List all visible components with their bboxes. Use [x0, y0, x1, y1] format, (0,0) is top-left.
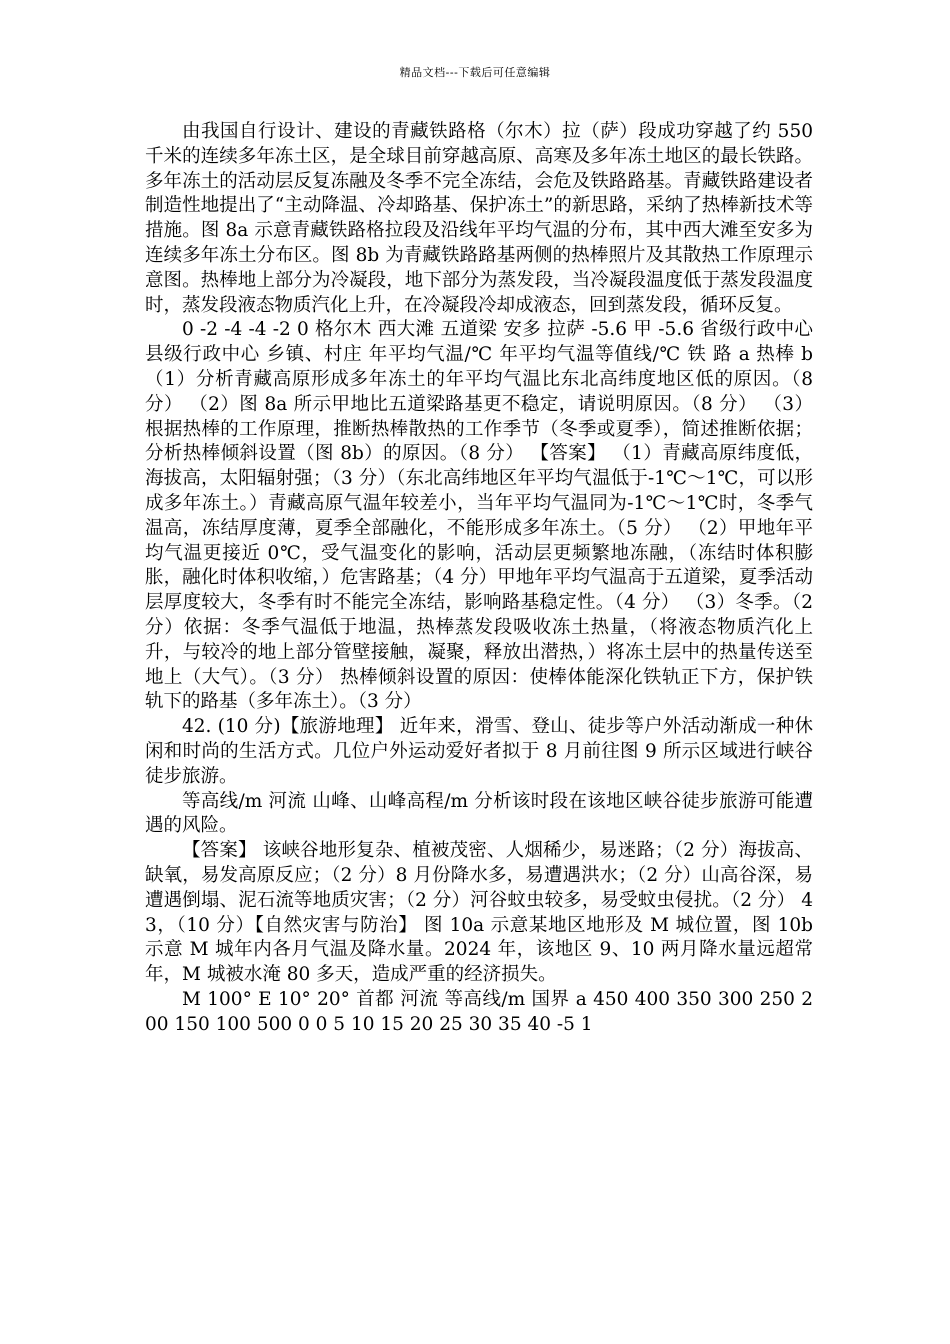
paragraph-figure-9-legend: 等高线/m 河流 山峰、山峰高程/m 分析该时段在该地区峡谷徒步旅游可能遭遇的风险。 — [145, 790, 813, 837]
paragraph-question-41: 0 -2 -4 -4 -2 0 格尔木 西大滩 五道梁 安多 拉萨 -5.6 甲 -5.6 省级行政中心 县级行政中心 乡镇、村庄 年平均气温/℃ 年平均气温等值线/℃ 铁 路 a 热棒 b （1）分析青藏高原形成多年冻土的年平均气温比东北高纬度地区低的原因。（8 分） （2）图 8a 所示甲地比五道梁路基更不稳定，请说明原因。（8 分） （3）根据热棒的工作原理，推断热棒散热的工作季节（冬季或夏季），简述推断依据；分析热棒倾斜设置（图 8b）的原因。（8 分） 【答案】 （1）青藏高原纬度低，海拔高，太阳辐射强；（3 分）（东北高纬地区年平均气温低于-1℃～1℃，可以形成多年冻土。）青藏高原气温年较差小，当年平均气温同为-1℃～1℃时，冬季气温高，冻结厚度薄，夏季全部融化，不能形成多年冻土。（5 分） （2）甲地年平均气温更接近 0℃，受气温变化的影响，活动层更频繁地冻融，（冻结时体积膨胀，融化时体积收缩，）危害路基；（4 分）甲地年平均气温高于五道梁，夏季活动层厚度较大，冬季有时不能完全冻结，影响路基稳定性。（4 分） （3）冬季。（2 分）依据：冬季气温低于地温，热棒蒸发段吸收冻土热量，（将液态物质汽化上升，与较冷的地上部分管壁接触，凝聚，释放出潜热，）将冻土层中的热量传送至地上（大气）。（3 分） 热棒倾斜设置的原因：使棒体能深化铁轨正下方，保护铁轨下的路基（多年冻土）。（3 分） — [145, 319, 813, 713]
document-body — [145, 120, 813, 1037]
paragraph-intro: 由我国自行设计、建设的青藏铁路格（尔木）拉（萨）段成功穿越了约 550 千米的连续多年冻土区，是全球目前穿越高原、高寒及多年冻土地区的最长铁路。多年冻土的活动层反复冻融及冬季不完全冻结，会危及铁路路基。青藏铁路建设者制造性地提出了“主动降温、冷却路基、保护冻土”的新思路，采纳了热棒新技术等措施。图 8a 示意青藏铁路格拉段及沿线年平均气温的分布，其中西大滩至安多为连续多年冻土分布区。图 8b 为青藏铁路路基两侧的热棒照片及其散热工作原理示意图。热棒地上部分为冷凝段，地下部分为蒸发段，当冷凝段温度低于蒸发段温度时，蒸发段液态物质汽化上升，在冷凝段冷却成液态，回到蒸发段，循环反复。 — [145, 121, 813, 316]
page-header: 精品文档---下载后可任意编辑 — [399, 66, 551, 79]
paragraph-figure-10-legend: M 100° E 10° 20° 首都 河流 等高线/m 国界 a 450 400 350 300 250 200 150 100 500 0 0 5 10 15 20 25 30 35 40 -5 1 — [145, 988, 813, 1035]
paragraph-answer-42: 【答案】 该峡谷地形复杂、植被茂密、人烟稀少，易迷路；（2 分）海拔高、缺氧，易发高原反应；（2 分）8 月份降水多，易遭遇洪水；（2 分）山高谷深，易遭遇倒塌、泥石流等地质灾害；（2 分）河谷蚊虫较多，易受蚊虫侵扰。（2 分） 43，（10 分）【自然灾害与防治】 图 10a 示意某地区地形及 M 城位置，图 10b 示意 M 城年内各月气温及降水量。2024 年，该地区 9、10 两月降水量远超常年，M 城被水淹 80 多天，造成严重的经济损失。 — [145, 840, 813, 986]
paragraph-question-42: 42. (10 分)【旅游地理】 近年来，滑雪、登山、徒步等户外活动渐成一种休闲和时尚的生活方式。几位户外运动爱好者拟于 8 月前往图 9 所示区域进行峡谷徒步旅游。 — [145, 716, 813, 787]
